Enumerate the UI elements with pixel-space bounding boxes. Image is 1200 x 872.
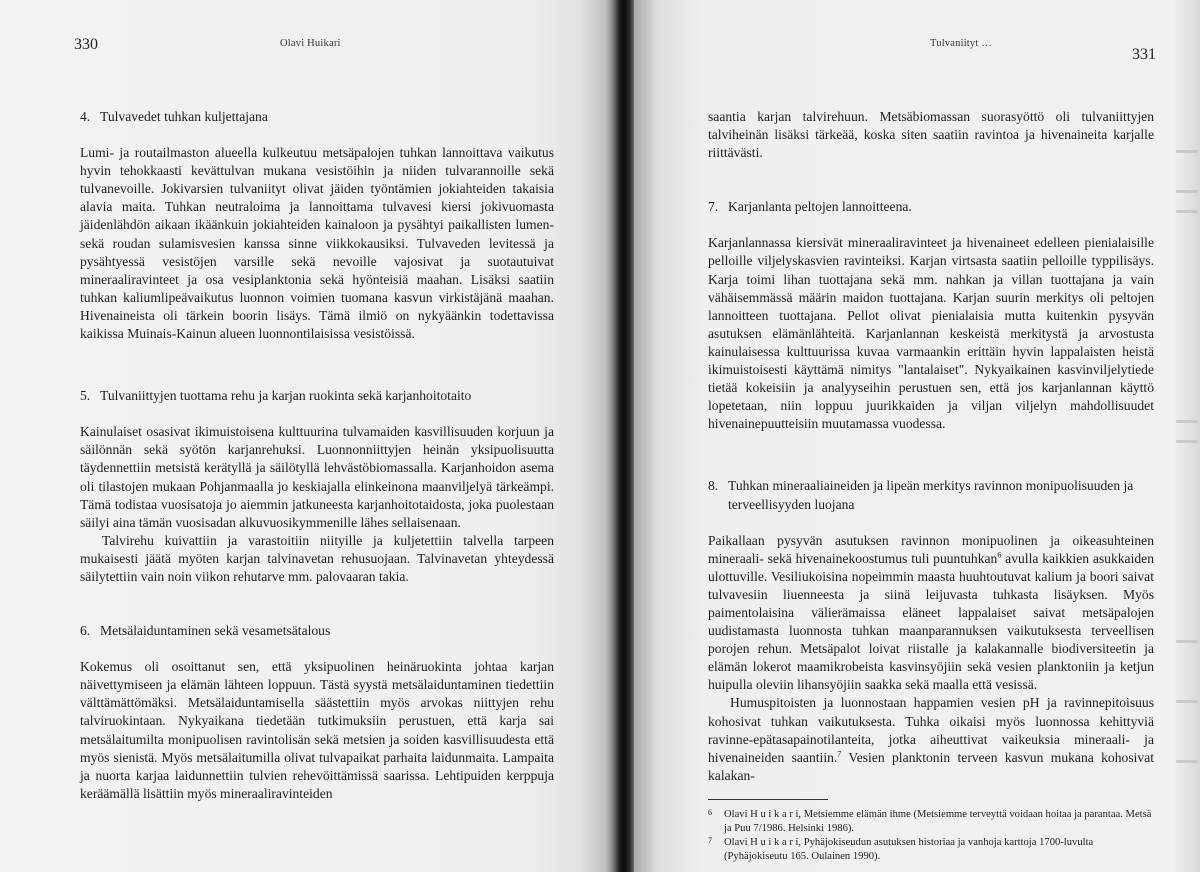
footnote-ref: 6 bbox=[997, 550, 1002, 560]
section-number: 6. bbox=[80, 623, 91, 639]
section-title: Metsälaiduntaminen sekä vesametsätalous bbox=[100, 623, 331, 639]
section-number: 7. bbox=[708, 199, 719, 215]
page-edge bbox=[1174, 0, 1200, 872]
section-title: Tuhkan mineraaliaineiden ja lipeän merkitys ravinnon monipuolisuuden ja terveellisyyden luojana bbox=[728, 478, 1134, 512]
section-5-heading bbox=[80, 387, 554, 405]
page-number: 331 bbox=[1132, 46, 1156, 63]
section-7-heading bbox=[708, 198, 1154, 216]
section-title: Tulvaniittyjen tuottama rehu ja karjan ruokinta sekä karjanhoitotaito bbox=[100, 388, 472, 404]
left-page-body bbox=[80, 108, 554, 803]
text-run: Humuspitoisten ja luonnostaan happamien vesien pH ja ravinnepitoisuus kohosivat tuhkan vaikutuksesta. Tuhka oikaisi myös luonnossa kehittyviä ravinne-epätasapainotilanteita, jotka aiheuttivat vaikeuksia mineraali- ja hivenaineiden saantiin. bbox=[708, 695, 1154, 765]
running-head: Tulvaniityt … bbox=[930, 38, 993, 49]
paragraph: Talvirehu kuivattiin ja varastoitiin niityille ja kuljetettiin talvella tarpeen mukaisesti jäätä myöten karjan talvinavetan rehusuojaan. Talvinavetan yhteydessä säilytettiin vain noin viikon rehutarve mm. palovaaran takia. bbox=[80, 532, 554, 584]
paragraph: Kainulaiset osasivat ikimuistoisena kulttuurina tulvamaiden kasvillisuuden korjuun ja säilönnän sekä syötön karjanrehuksi. Luonnonniittyjen heinän yksipuolisuutta täydennettiin metsistä kerätyllä ja säilötyllä lehvästöbiomassalla. Karjanhoidon asema oli tilastojen mukaan Pohjanmaalla jo keskiajalla elinkeinona maanviljelyä tärkeämpi. Tämä todistaa vuosisatoja jo aiemmin jatkuneesta karjanhoitotaidosta, joka puolestaan säilyi aina tämän vuosisadan alkuvuosikymmenille lähes sellaisenaan. bbox=[80, 424, 554, 530]
paragraph bbox=[708, 532, 1154, 695]
section-title: Tulvavedet tuhkan kuljettajana bbox=[100, 109, 268, 124]
running-head: Olavi Huikari bbox=[280, 38, 341, 49]
right-page bbox=[634, 0, 1200, 872]
text-run: avulla kaikkien asukkaiden ulottuville. Vesiliukoisina nopeimmin maasta huuhtoutuvat kalium ja boori saivat tulvavesiin liuenneesta ja siinä leijuvasta tuhkasta lisäyksen. Myös paimentolaisina välierämaissa eläneet lappalaiset saivat metsäpalojen uudistamasta luonnosta tuhkan maanparannuksen vaikutuksesta terveellisen porojen rehun. Metsäpalot loivat riistalle ja kalakannalle biodiversiteetin ja elämän lokerot maamikrobeista kasvinsyöjiin sekä vesien planktoniin ja ketjun huipulla oleviin lihansyöjiin saakka sekä maalla että vesissä. bbox=[708, 550, 1154, 693]
paragraph bbox=[708, 694, 1154, 784]
page-number: 330 bbox=[74, 36, 98, 53]
footnote-ref: 7 bbox=[837, 749, 842, 759]
footnote-text: Olavi H u i k a r i, Metsiemme elämän ihme (Metsiemme terveyttä voidaan hoitaa ja parantaa. Metsä ja Puu 7/1986. Helsinki 1986). bbox=[724, 808, 1152, 834]
section-title: Karjanlanta peltojen lannoitteena. bbox=[728, 199, 912, 215]
paragraph: Karjanlannassa kiersivät mineraaliravinteet ja hivenaineet edelleen pienialaisille pelloille viljelyskasvien ravinteiksi. Karjan virtsasta saatiin pelloille typpilisäys. Karja toimi lihan tuottajana sekä mm. nahkan ja villan tuottajana ja vain vähäisemmässä määrin maidon tuottajana. Karjan suurin merkitys oli peltojen lannoitteen tuottajana. Pellot olivat pienialaisia mutta kuitenkin pysyvän asutuksen elämänlähteitä. Karjanlannan keskeistä merkitystä ja arvostusta kainulaisessa kulttuurissa kuvaa varmaankin erittäin hyvin lappalaisten heistä ikimuistoisesti käyttämä nimitys "lantalaiset". Nykyaikainen kasvinviljelytiede tietää kokeisiin ja analyyseihin perustuen sen, että jos karjanlannan käyttö lopetetaan, niin loppuu juurikkaiden ja viljan viljelyn mahdollisuudet hivenainepuutteisiin muutamassa vuodessa. bbox=[708, 235, 1154, 432]
section-number: 5. bbox=[80, 388, 91, 404]
text-run: Paikallaan pysyvän asutuksen ravinnon monipuolinen ja oikeasuhteinen mineraali- sekä hivenainekoostumus tuli puuntuhkan bbox=[708, 532, 1154, 566]
section-number: 4. bbox=[80, 109, 91, 124]
footnote-mark: 7 bbox=[708, 835, 712, 845]
right-page-body bbox=[708, 108, 1154, 864]
text-run: Vesien planktonin terveen kasvun mukana kohosivat kalakan- bbox=[708, 749, 1155, 783]
footnote bbox=[708, 836, 1154, 864]
section-number: 8. bbox=[708, 478, 719, 494]
footnote-mark: 6 bbox=[708, 807, 712, 817]
footnote-text: Olavi H u i k a r i, Pyhäjokiseudun asutuksen historiaa ja vanhoja karttoja 1700-luvulta (Pyhäjokiseutu 165. Oulainen 1990). bbox=[724, 836, 1094, 862]
footnote bbox=[708, 808, 1154, 836]
section-4-heading bbox=[80, 108, 554, 126]
section-8-heading bbox=[708, 477, 1154, 513]
paragraph: Kokemus oli osoittanut sen, että yksipuolinen heinäruokinta johtaa karjan näivettymiseen ja elämän lähteen loppuun. Tästä syystä metsälaiduntaminen tiedettiin välttämättömäksi. Metsälaiduntamisella säästettiin myös arvokas niittyjen rehu talviruokintaan. Nykyaikana tiedetään tutkimuksiin perustuen, että karja sai metsälaitumilta monipuolisen ravintolisän sekä metsien ja soiden kasvillisuudesta että myös sienistä. Myös metsälaitumilla olivat tulvapaikat parhaita laidunmaita. Lampaita ja nuorta karjaa laidunnettiin tulvien rehevöittämissä saarissa. Lehtipuiden kerppuja keräämällä lisättiin myös mineraaliravinteiden bbox=[80, 659, 554, 801]
footnote-divider bbox=[708, 799, 828, 800]
paragraph: saantia karjan talvirehuun. Metsäbiomassan suorasyöttö oli tulvaniittyjen talviheinän lisäksi tärkeää, koska siten saatiin ravintoa ja hivenaineita karjalle riittävästi. bbox=[708, 109, 1154, 161]
paragraph: Lumi- ja routailmaston alueella kulkeutuu metsäpalojen tuhkan lannoittava vaikutus hyvin tehokkaasti kevättulvan mukana vesistöihin ja niiden tulvarannoille sekä tulvanevoille. Jokivarsien tulvaniityt olivat jäiden työntämien jokiahteiden takaisia alavia maita. Tuhkan neutraloima ja lannoittama tulvavesi kiersi jokivuomasta jäidenlähdön aikaan ikäänkuin jokiahteiden kainaloon ja pysähtyi paikallisten lumen- sekä roudan sulamisvesien kanssa sinne viikkokausiksi. Tulvaveden levitessä ja pysähtyessä vesistöjen varsille sekä nevoille vajosivat ja suotautuivat mineraaliravinteet ja osa vesiplanktonia sekä hyönteisiä maahan. Lisäksi saatiin tuhkan kaliumlipeävaikutus luonnon voimien tuomana kasvun virkistäjänä maahan. Hivenaineista oli tärkein boorin lisäys. Tämä ilmiö on nykyäänkin todettavissa kaikissa Muinais-Kainun alueen luonnontilaisissa vesistöissä. bbox=[80, 145, 554, 342]
book-gutter bbox=[612, 0, 634, 872]
section-6-heading bbox=[80, 622, 554, 640]
